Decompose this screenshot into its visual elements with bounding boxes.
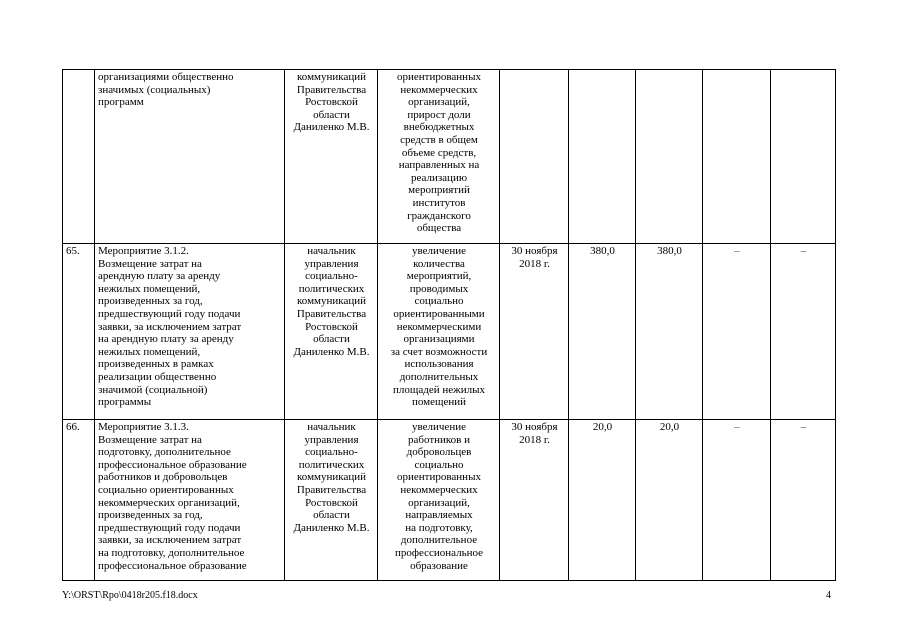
amount-federal-cell: – <box>703 244 771 420</box>
amount-federal-cell: – <box>703 420 771 581</box>
amount-total-cell <box>569 70 636 244</box>
amount-total-cell: 380,0 <box>569 244 636 420</box>
plan-table <box>62 69 836 581</box>
page-number: 4 <box>826 590 831 601</box>
amount-regional-cell: 20,0 <box>636 420 703 581</box>
result-text: увеличение работников и добровольцев социально ориентированных некоммерческих организаций, направляемых на подготовку, дополнительное профессиональное образование <box>394 421 484 572</box>
description-text: Мероприятие 3.1.3. Возмещение затрат на подготовку, дополнительное профессиональное образование работников и добровольцев социально ориентированных некоммерческих организаций, произведенных за год, предшествующий году подачи заявки, за исключением затрат на подготовку, дополнительное профессиональное образование <box>98 421 247 572</box>
result-cell <box>378 244 500 420</box>
row-number-cell <box>63 70 95 244</box>
responsible-cell <box>285 244 378 420</box>
amount-other-cell <box>771 70 836 244</box>
description-text: Мероприятие 3.1.2. Возмещение затрат на арендную плату за аренду нежилых помещений, произведенных за год, предшествующий году подачи заявки, за исключением затрат на арендную плату за аренду нежилых помещений, произведенных в рамках реализации общественно значимой (социальной) программы <box>98 245 242 409</box>
footer-file-path: Y:\ORST\Rpo\0418r205.f18.docx <box>62 590 198 601</box>
row-number-cell: 66. <box>63 420 95 581</box>
responsible-text: начальник управления социально- политических коммуникаций Правительства Ростовской области Даниленко М.В. <box>293 421 370 534</box>
description-cell <box>95 244 285 420</box>
date-cell <box>500 70 569 244</box>
responsible-text: коммуникаций Правительства Ростовской области Даниленко М.В. <box>293 71 370 134</box>
description-cell <box>95 420 285 581</box>
result-cell <box>378 420 500 581</box>
description-cell <box>95 70 285 244</box>
amount-other-cell: – <box>771 420 836 581</box>
result-text: ориентированных некоммерческих организаций, прирост доли внебюджетных средств в общем объеме средств, направленных на реализацию мероприятий институтов гражданского общества <box>397 71 481 235</box>
result-text: увеличение количества мероприятий, проводимых социально ориентированными некоммерческими организациями за счет возможности использования дополнительных площадей нежилых помещений <box>390 245 488 409</box>
amount-regional-cell <box>636 70 703 244</box>
description-text: организациями общественно значимых (социальных) программ <box>98 71 234 109</box>
responsible-cell <box>285 70 378 244</box>
row-number-cell: 65. <box>63 244 95 420</box>
table-row <box>63 70 836 244</box>
amount-federal-cell <box>703 70 771 244</box>
amount-total-cell: 20,0 <box>569 420 636 581</box>
responsible-text: начальник управления социально- политических коммуникаций Правительства Ростовской области Даниленко М.В. <box>293 245 370 358</box>
amount-regional-cell: 380,0 <box>636 244 703 420</box>
date-cell: 30 ноября 2018 г. <box>500 420 569 581</box>
responsible-cell <box>285 420 378 581</box>
date-cell: 30 ноября 2018 г. <box>500 244 569 420</box>
result-cell <box>378 70 500 244</box>
table-row <box>63 244 836 420</box>
amount-other-cell: – <box>771 244 836 420</box>
table-row <box>63 420 836 581</box>
